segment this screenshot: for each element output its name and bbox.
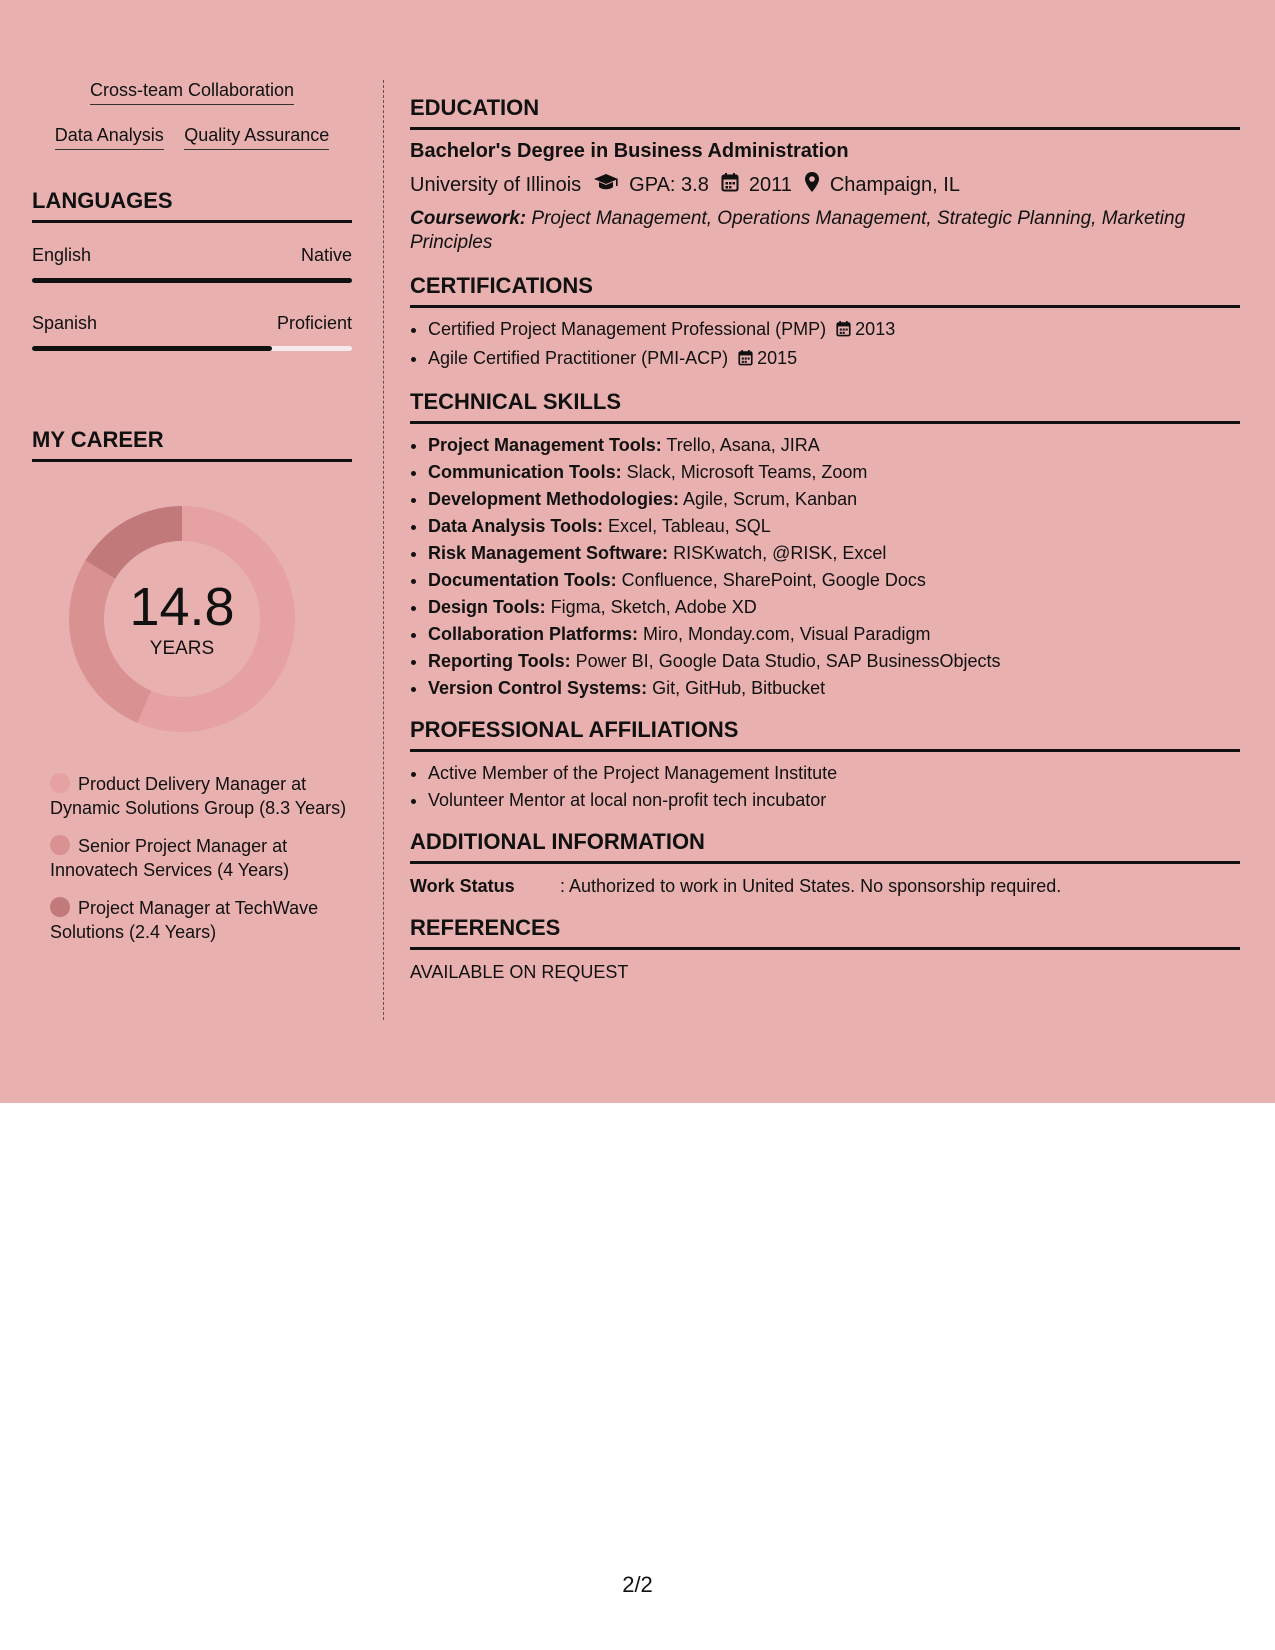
work-status-label: Work Status [410, 876, 515, 896]
work-status-row [410, 876, 1240, 897]
references-heading: REFERENCES [410, 915, 1240, 950]
legend-dot [50, 773, 70, 793]
language-bar [32, 346, 352, 351]
coursework-list: Project Management, Operations Management, Strategic Planning, Marketing Principles [410, 208, 1186, 253]
skill-item [428, 650, 1240, 672]
additional-info-section [410, 829, 1240, 897]
gpa: GPA: 3.8 [629, 173, 709, 196]
career-legend [32, 772, 352, 944]
career-total: 14.8 [129, 577, 235, 637]
certification-item [428, 347, 1240, 371]
location-pin-icon [804, 171, 820, 199]
additional-info-heading: ADDITIONAL INFORMATION [410, 829, 1240, 864]
languages-section [32, 188, 352, 351]
certification-year: 2013 [855, 319, 896, 339]
technical-skills-heading: TECHNICAL SKILLS [410, 389, 1240, 424]
skill-tag: Data Analysis [55, 125, 164, 150]
skill-values: Git, GitHub, Bitbucket [647, 678, 826, 698]
skill-category: Communication Tools: [428, 462, 622, 482]
skill-category: Version Control Systems: [428, 678, 648, 698]
certification-name: Certified Project Management Professional (PMP) [428, 319, 827, 339]
career-donut-chart [67, 504, 297, 734]
skill-category: Development Methodologies: [428, 489, 680, 509]
certification-year: 2015 [757, 348, 798, 368]
education-details [410, 171, 1240, 199]
certification-name: Agile Certified Practitioner (PMI-ACP) [428, 348, 729, 368]
technical-skills-section [410, 389, 1240, 699]
skill-item [428, 434, 1240, 456]
calendar-icon [738, 349, 753, 371]
skill-category: Reporting Tools: [428, 651, 571, 671]
degree-title: Bachelor's Degree in Business Administration [410, 140, 849, 162]
skill-category: Risk Management Software: [428, 543, 669, 563]
column-divider [383, 80, 384, 1020]
skill-item [428, 677, 1240, 699]
language-name: Spanish [32, 313, 98, 333]
skill-tag: Quality Assurance [184, 125, 329, 150]
references-text: AVAILABLE ON REQUEST [410, 962, 629, 982]
graduation-cap-icon [593, 173, 619, 197]
page-number: 2/2 [622, 1572, 653, 1597]
legend-dot [50, 835, 70, 855]
language-bar-fill [32, 278, 352, 283]
career-legend-label: Senior Project Manager at Innovatech Services (4 Years) [50, 836, 290, 880]
skill-values: Power BI, Google Data Studio, SAP BusinessObjects [570, 651, 1001, 671]
calendar-icon [721, 172, 739, 198]
skill-tags [32, 80, 352, 150]
language-name: English [32, 245, 92, 265]
skill-category: Project Management Tools: [428, 435, 662, 455]
skill-values: Agile, Scrum, Kanban [679, 489, 858, 509]
languages-heading: LANGUAGES [32, 188, 352, 223]
skill-values: Figma, Sketch, Adobe XD [545, 597, 757, 617]
school-location: Champaign, IL [829, 173, 960, 196]
left-column [32, 80, 352, 958]
language-bar [32, 278, 352, 283]
skill-item [428, 542, 1240, 564]
career-legend-item [50, 896, 352, 944]
right-column [410, 95, 1240, 1001]
affiliation-item: • Volunteer Mentor at local non-profit tech incubator [428, 789, 1240, 811]
skill-category: Collaboration Platforms: [428, 624, 639, 644]
career-legend-item [50, 834, 352, 882]
references-section [410, 915, 1240, 983]
career-section [32, 427, 352, 944]
skill-values: Trello, Asana, JIRA [661, 435, 820, 455]
language-level: Native [300, 245, 352, 265]
career-unit: YEARS [149, 638, 215, 659]
work-status-value: : Authorized to work in United States. No sponsorship required. [560, 876, 1062, 896]
education-section [410, 95, 1240, 255]
career-heading: MY CAREER [32, 427, 352, 462]
affiliation-item: • Active Member of the Project Management Institute [428, 762, 1240, 784]
language-item [32, 313, 352, 351]
legend-dot [50, 897, 70, 917]
coursework [410, 207, 1240, 255]
skill-tag: Cross-team Collaboration [90, 80, 294, 105]
affiliations-heading: PROFESSIONAL AFFILIATIONS [410, 717, 1240, 752]
language-level: Proficient [276, 313, 352, 333]
language-item [32, 245, 352, 283]
graduation-year: 2011 [748, 173, 792, 196]
certifications-section [410, 273, 1240, 371]
language-bar-fill [32, 346, 272, 351]
skill-values: Miro, Monday.com, Visual Paradigm [638, 624, 931, 644]
skill-values: RISKwatch, @RISK, Excel [668, 543, 887, 563]
career-legend-item [50, 772, 352, 820]
skill-item [428, 488, 1240, 510]
skill-values: Excel, Tableau, SQL [603, 516, 771, 536]
skill-item [428, 623, 1240, 645]
skill-category: Data Analysis Tools: [428, 516, 604, 536]
skill-item [428, 569, 1240, 591]
skill-item [428, 461, 1240, 483]
education-heading: EDUCATION [410, 95, 1240, 130]
career-legend-label: Product Delivery Manager at Dynamic Solutions Group (8.3 Years) [50, 774, 347, 818]
skill-item [428, 515, 1240, 537]
skill-values: Confluence, SharePoint, Google Docs [616, 570, 926, 590]
career-legend-label: Project Manager at TechWave Solutions (2.4 Years) [50, 898, 319, 942]
school-name: University of Illinois [410, 173, 582, 196]
certifications-heading: CERTIFICATIONS [410, 273, 1240, 308]
skill-item [428, 596, 1240, 618]
skill-values: Slack, Microsoft Teams, Zoom [621, 462, 868, 482]
skill-category: Design Tools: [428, 597, 546, 617]
certification-item [428, 318, 1240, 342]
calendar-icon [836, 320, 851, 342]
coursework-label: Coursework: [410, 208, 527, 229]
affiliations-section [410, 717, 1240, 811]
skill-category: Documentation Tools: [428, 570, 617, 590]
